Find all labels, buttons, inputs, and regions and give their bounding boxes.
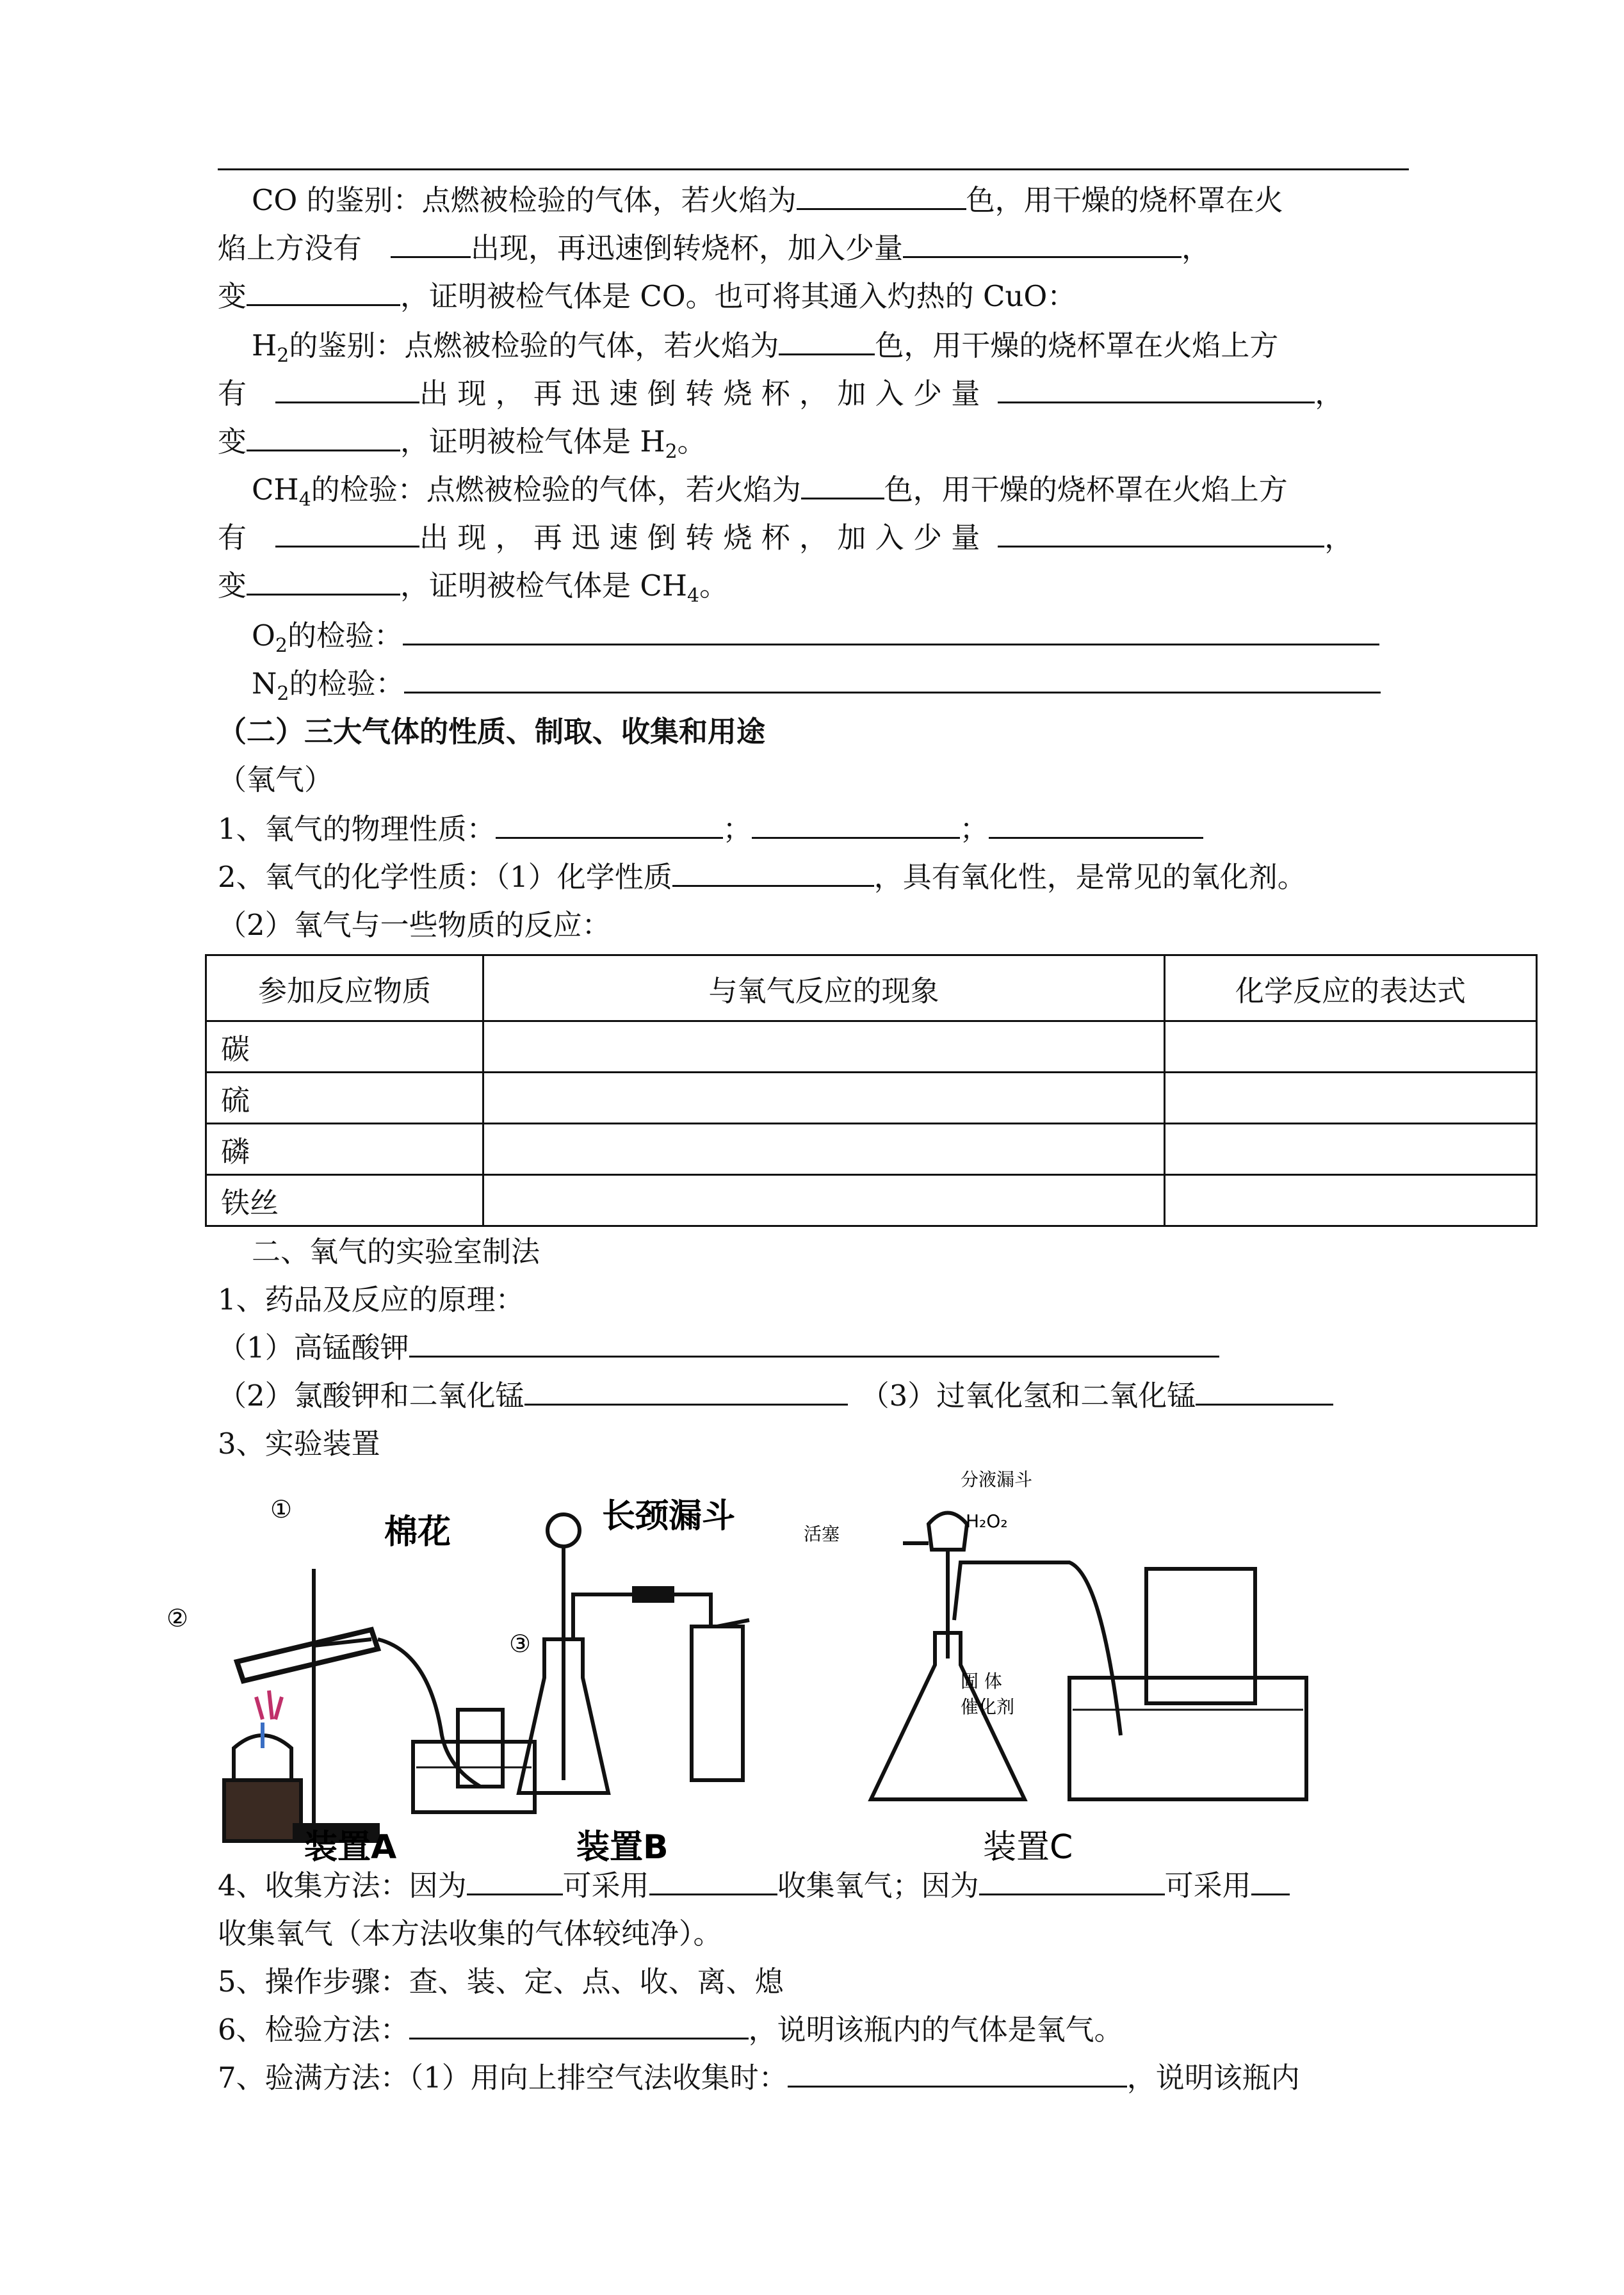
answer-blank[interactable]	[247, 424, 400, 451]
substance-cell: 磷	[206, 1124, 483, 1175]
answer-blank[interactable]	[1196, 1378, 1333, 1406]
answer-blank[interactable]	[467, 1868, 563, 1895]
chemical-properties-line: 2、氧气的化学性质：（1）化学性质 ，具有氧化性，是常见的氧化剂。	[218, 860, 1306, 894]
solid-label: 固 体	[961, 1671, 1002, 1692]
table-header: 参加反应物质	[206, 955, 483, 1021]
ch4-line-2: 有 出 现 ， 再 迅 速 倒 转 烧 杯 ， 加 入 少 量 ，	[218, 521, 1354, 555]
answer-blank[interactable]	[275, 520, 419, 547]
answer-blank[interactable]	[903, 231, 1181, 258]
substance-cell: 碳	[206, 1021, 483, 1073]
table-row	[206, 1124, 1537, 1175]
answer-blank[interactable]	[404, 666, 1381, 693]
section-title: （二）三大气体的性质、制取、收集和用途	[218, 715, 766, 749]
funnel-bulb	[548, 1514, 580, 1546]
answer-blank[interactable]	[989, 811, 1203, 839]
substance-cell: 铁丝	[206, 1175, 483, 1226]
answer-blank[interactable]	[649, 1868, 777, 1895]
reaction-table	[205, 954, 1538, 1227]
phenomenon-cell[interactable]	[483, 1175, 1165, 1226]
steps-line: 5、操作步骤：查、装、定、点、收、离、熄	[218, 1965, 784, 1999]
table-row	[206, 1021, 1537, 1073]
table-row	[206, 1073, 1537, 1124]
answer-blank[interactable]	[247, 568, 400, 596]
flame	[256, 1691, 282, 1719]
test-line: 6、检验方法： ，说明该瓶内的气体是氧气。	[218, 2013, 1123, 2047]
kmno4-line: （1）高锰酸钾	[218, 1329, 1219, 1367]
answer-blank[interactable]	[403, 618, 1379, 645]
co-line-3: 变 ，证明被检气体是 CO。也可将其通入灼热的 CuO：	[218, 279, 1076, 313]
wood-block	[224, 1780, 301, 1841]
kclo3-h2o2-line: （2）氯酸钾和二氧化锰 （3）过氧化氢和二氧化锰	[218, 1377, 1333, 1415]
phenomenon-cell[interactable]	[483, 1073, 1165, 1124]
full-test-line: 7、验满方法：（1）用向上排空气法收集时： ，说明该瓶内	[218, 2061, 1300, 2095]
answer-blank[interactable]	[391, 231, 471, 258]
answer-blank[interactable]	[275, 376, 419, 403]
cotton-label: 棉花	[384, 1513, 451, 1552]
phenomenon-cell[interactable]	[483, 1021, 1165, 1073]
table-header-row	[206, 955, 1537, 1021]
expression-cell[interactable]	[1165, 1073, 1537, 1124]
substance-cell: 硫	[206, 1073, 483, 1124]
answer-blank[interactable]	[672, 859, 874, 887]
answer-blank[interactable]	[409, 1330, 1219, 1358]
answer-blank[interactable]	[524, 1378, 848, 1406]
answer-blank[interactable]	[998, 520, 1324, 547]
answer-blank[interactable]	[788, 2060, 1127, 2088]
caption-c: 装置C	[983, 1828, 1073, 1863]
co-line-2: 焰上方没有 出现，再迅速倒转烧杯，加入少量 ，	[218, 231, 1211, 265]
phenomenon-cell[interactable]	[483, 1124, 1165, 1175]
physical-properties-line: 1、氧气的物理性质： ； ；	[218, 810, 1203, 848]
ch4-line-1: $CH_4$的检验：点燃被检验的气体，若火焰为 色，用干燥的烧杯罩在火焰上方	[252, 473, 1288, 511]
answer-blank[interactable]	[797, 182, 966, 210]
o2-test-line: $O_2$的检验：	[252, 617, 1379, 665]
answer-blank[interactable]	[409, 2012, 749, 2040]
answer-blank[interactable]	[979, 1868, 1165, 1895]
caption-b: 装置B	[576, 1828, 669, 1863]
answer-blank[interactable]	[496, 811, 723, 839]
collect-line-2: 收集氧气（本方法收集的气体较纯净）。	[218, 1917, 722, 1950]
table-header: 与氧气反应的现象	[483, 955, 1165, 1021]
apparatus-figure	[160, 1466, 1409, 1863]
label-1: ①	[270, 1495, 293, 1523]
test-tube	[237, 1630, 378, 1681]
expression-cell[interactable]	[1165, 1175, 1537, 1226]
lab-prep-title: 二、氧气的实验室制法	[252, 1235, 540, 1269]
gas-jar	[1146, 1569, 1255, 1703]
expression-cell[interactable]	[1165, 1124, 1537, 1175]
ch4-line-3: 变 ，证明被检气体是 $CH_4$。	[218, 569, 729, 607]
drugs-title: 1、药品及反应的原理：	[218, 1283, 524, 1317]
answer-blank[interactable]	[752, 811, 960, 839]
h2o2-label: H₂O₂	[966, 1511, 1008, 1532]
separatory-funnel	[929, 1513, 967, 1550]
water-trough	[1069, 1678, 1306, 1799]
label-2: ②	[166, 1604, 189, 1632]
caption-a: 装置A	[304, 1828, 397, 1863]
table-header: 化学反应的表达式	[1165, 955, 1537, 1021]
n2-test-line: $N_2$的检验：	[252, 665, 1381, 713]
answer-blank[interactable]	[801, 472, 884, 499]
oxygen-heading: （氧气）	[218, 763, 334, 797]
expression-cell[interactable]	[1165, 1021, 1537, 1073]
h2-line-3: 变 ，证明被检气体是 $H_2$。	[218, 425, 706, 463]
reaction-intro: （2）氧气与一些物质的反应：	[218, 908, 611, 942]
water-trough	[413, 1742, 535, 1812]
answer-blank[interactable]	[779, 328, 875, 355]
catalyst-label: 催化剂	[961, 1696, 1015, 1717]
apparatus-title: 3、实验装置	[218, 1427, 380, 1461]
funnel-label: 长颈漏斗	[602, 1497, 736, 1536]
table-row	[206, 1175, 1537, 1226]
sep-funnel-label: 分液漏斗	[961, 1469, 1033, 1490]
answer-blank[interactable]	[998, 376, 1315, 403]
stopcock-label: 活塞	[804, 1523, 840, 1545]
delivery-tube	[378, 1639, 480, 1787]
h2-line-1: $H_2$的鉴别：点燃被检验的气体，若火焰为 色，用干燥的烧杯罩在火焰上方	[252, 328, 1279, 367]
label-3: ③	[509, 1630, 532, 1658]
answer-blank[interactable]	[1251, 1868, 1290, 1895]
collection-bottle	[692, 1626, 743, 1780]
collect-line-1: 4、收集方法：因为 可采用 收集氧气；因为 可采用	[218, 1867, 1290, 1905]
top-rule	[218, 168, 1409, 170]
h2-line-2: 有 出 现 ， 再 迅 速 倒 转 烧 杯 ， 加 入 少 量 ，	[218, 377, 1344, 410]
answer-blank[interactable]	[247, 279, 400, 306]
co-line-1: CO 的鉴别：点燃被检验的气体，若火焰为 色，用干燥的烧杯罩在火	[252, 183, 1283, 217]
